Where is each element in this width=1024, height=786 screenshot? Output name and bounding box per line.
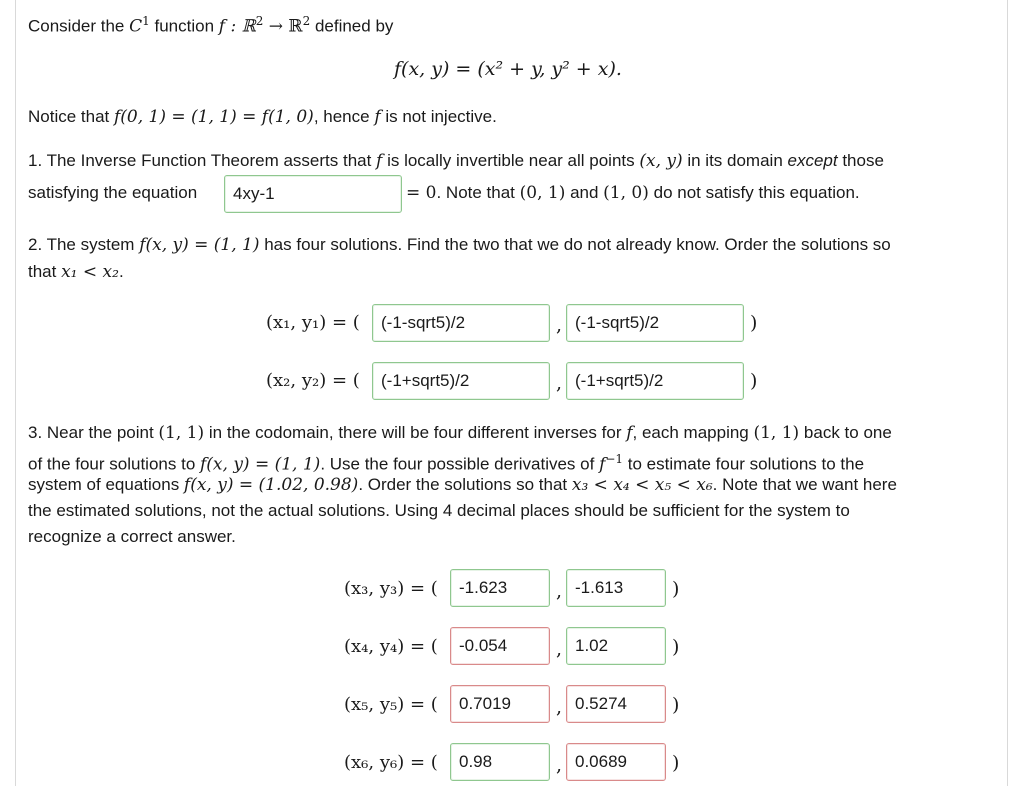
q1-f: f <box>376 151 383 171</box>
function-map: f : ℝ <box>218 16 256 37</box>
q2-order: x₁ < x₂ <box>61 262 119 282</box>
q1-mid: is locally invertible near all points <box>382 151 640 170</box>
close-paren: ) <box>672 752 680 774</box>
y4-input[interactable] <box>566 627 666 665</box>
notice-line <box>28 104 497 130</box>
y2-input[interactable] <box>566 362 744 400</box>
close-paren: ) <box>750 370 758 392</box>
codomain-power: 2 <box>302 14 311 28</box>
q1-eq-zero: = 0 <box>406 183 437 203</box>
notice-f: f <box>374 107 381 127</box>
q3-finv: f <box>599 454 606 475</box>
estimate-label-3: (x₃, y₃) = ( <box>344 578 438 599</box>
q1-line2-label: satisfying the equation <box>28 183 198 202</box>
close-paren: ) <box>672 636 680 658</box>
y1-input[interactable] <box>566 304 744 342</box>
x1-input[interactable] <box>372 304 550 342</box>
q3-inverse-sup: −1 <box>605 452 624 466</box>
q3-l2-pre: of the four solutions to <box>28 454 200 474</box>
q3-end: back to one <box>799 423 892 442</box>
q3-pre: 3. Near the point <box>28 423 159 442</box>
intro-line <box>28 8 393 40</box>
q1-point1: (0, 1) <box>519 183 566 203</box>
q1-line1 <box>28 148 884 174</box>
close-paren: ) <box>672 694 680 716</box>
q2-pre: 2. The system <box>28 235 140 254</box>
comma: , <box>556 638 563 660</box>
y3-input[interactable] <box>566 569 666 607</box>
q2-math: f(x, y) = (1, 1) <box>139 235 260 255</box>
x5-input[interactable] <box>450 685 550 723</box>
comma: , <box>556 754 563 776</box>
notice-post: , hence <box>313 107 375 126</box>
map-arrow: → ℝ <box>263 16 303 37</box>
q3-l2-math: f(x, y) = (1, 1) <box>200 454 321 475</box>
q2-line2 <box>28 259 124 285</box>
q3-line4: the estimated solutions, not the actual solutions. Using 4 decimal places should be sufficient for the system to <box>28 501 850 520</box>
q2-that: that <box>28 262 62 281</box>
intro-suffix: defined by <box>310 16 394 36</box>
x2-input[interactable] <box>372 362 550 400</box>
q1-and: and <box>565 183 604 202</box>
q1-end2: do not satisfy this equation. <box>648 183 860 202</box>
q1-point2: (1, 0) <box>603 183 649 203</box>
q1-xy: (x, y) <box>639 151 683 171</box>
estimate-label-4: (x₄, y₄) = ( <box>344 636 438 657</box>
function-definition: f(x, y) = (x² + y, y² + x). <box>394 58 622 80</box>
solution-label-1: (x₁, y₁) = ( <box>266 312 360 333</box>
q2-period: . <box>118 262 124 281</box>
q1-answer-input[interactable] <box>224 175 402 213</box>
comma: , <box>556 314 563 336</box>
c1-superscript: 1 <box>142 14 150 28</box>
comma: , <box>556 696 563 718</box>
q1-end: those <box>837 151 884 170</box>
q3-l2-mid: . Use the four possible derivatives of <box>320 454 600 474</box>
q3-l3-mid: . Order the solutions so that <box>358 475 572 494</box>
notice-math: f(0, 1) = (1, 1) = f(1, 0) <box>114 107 314 127</box>
q3-line1 <box>28 420 892 446</box>
q3-mid2: , each mapping <box>632 423 754 442</box>
q1-except: except <box>787 151 838 170</box>
solution-label-2: (x₂, y₂) = ( <box>266 370 360 391</box>
y6-input[interactable] <box>566 743 666 781</box>
c1-symbol: C <box>129 16 143 37</box>
q3-l3-end: . Note that we want here <box>712 475 897 494</box>
intro-middle: function <box>149 16 219 36</box>
domain-power: 2 <box>255 14 264 28</box>
q1-note: . Note that <box>436 183 520 202</box>
x6-input[interactable] <box>450 743 550 781</box>
q3-l2-end: to estimate four solutions to the <box>623 454 865 474</box>
q3-l3-pre: system of equations <box>28 475 184 494</box>
q3-line5: recognize a correct answer. <box>28 527 236 546</box>
q3-order: x₃ < x₄ < x₅ < x₆ <box>571 475 713 495</box>
q1-post: in its domain <box>682 151 788 170</box>
comma: , <box>556 372 563 394</box>
x3-input[interactable] <box>450 569 550 607</box>
estimate-label-5: (x₅, y₅) = ( <box>344 694 438 715</box>
q3-f: f <box>626 423 633 443</box>
close-paren: ) <box>672 578 680 600</box>
q1-line2-rest <box>406 180 860 206</box>
q3-mid: in the codomain, there will be four different inverses for <box>204 423 627 442</box>
q1-pre: 1. The Inverse Function Theorem asserts that <box>28 151 377 170</box>
close-paren: ) <box>750 312 758 334</box>
intro-prefix: Consider the <box>28 16 130 36</box>
estimate-label-6: (x₆, y₆) = ( <box>344 752 438 773</box>
notice-pre: Notice that <box>28 107 114 126</box>
y5-input[interactable] <box>566 685 666 723</box>
comma: , <box>556 580 563 602</box>
x4-input[interactable] <box>450 627 550 665</box>
q3-line3 <box>28 472 897 498</box>
q3-l3-math: f(x, y) = (1.02, 0.98) <box>183 475 359 495</box>
q2-line1 <box>28 232 891 258</box>
q2-post: has four solutions. Find the two that we do not already know. Order the solutions so <box>259 235 891 254</box>
q3-point: (1, 1) <box>158 423 205 443</box>
notice-end: is not injective. <box>380 107 497 126</box>
q3-point2: (1, 1) <box>753 423 800 443</box>
